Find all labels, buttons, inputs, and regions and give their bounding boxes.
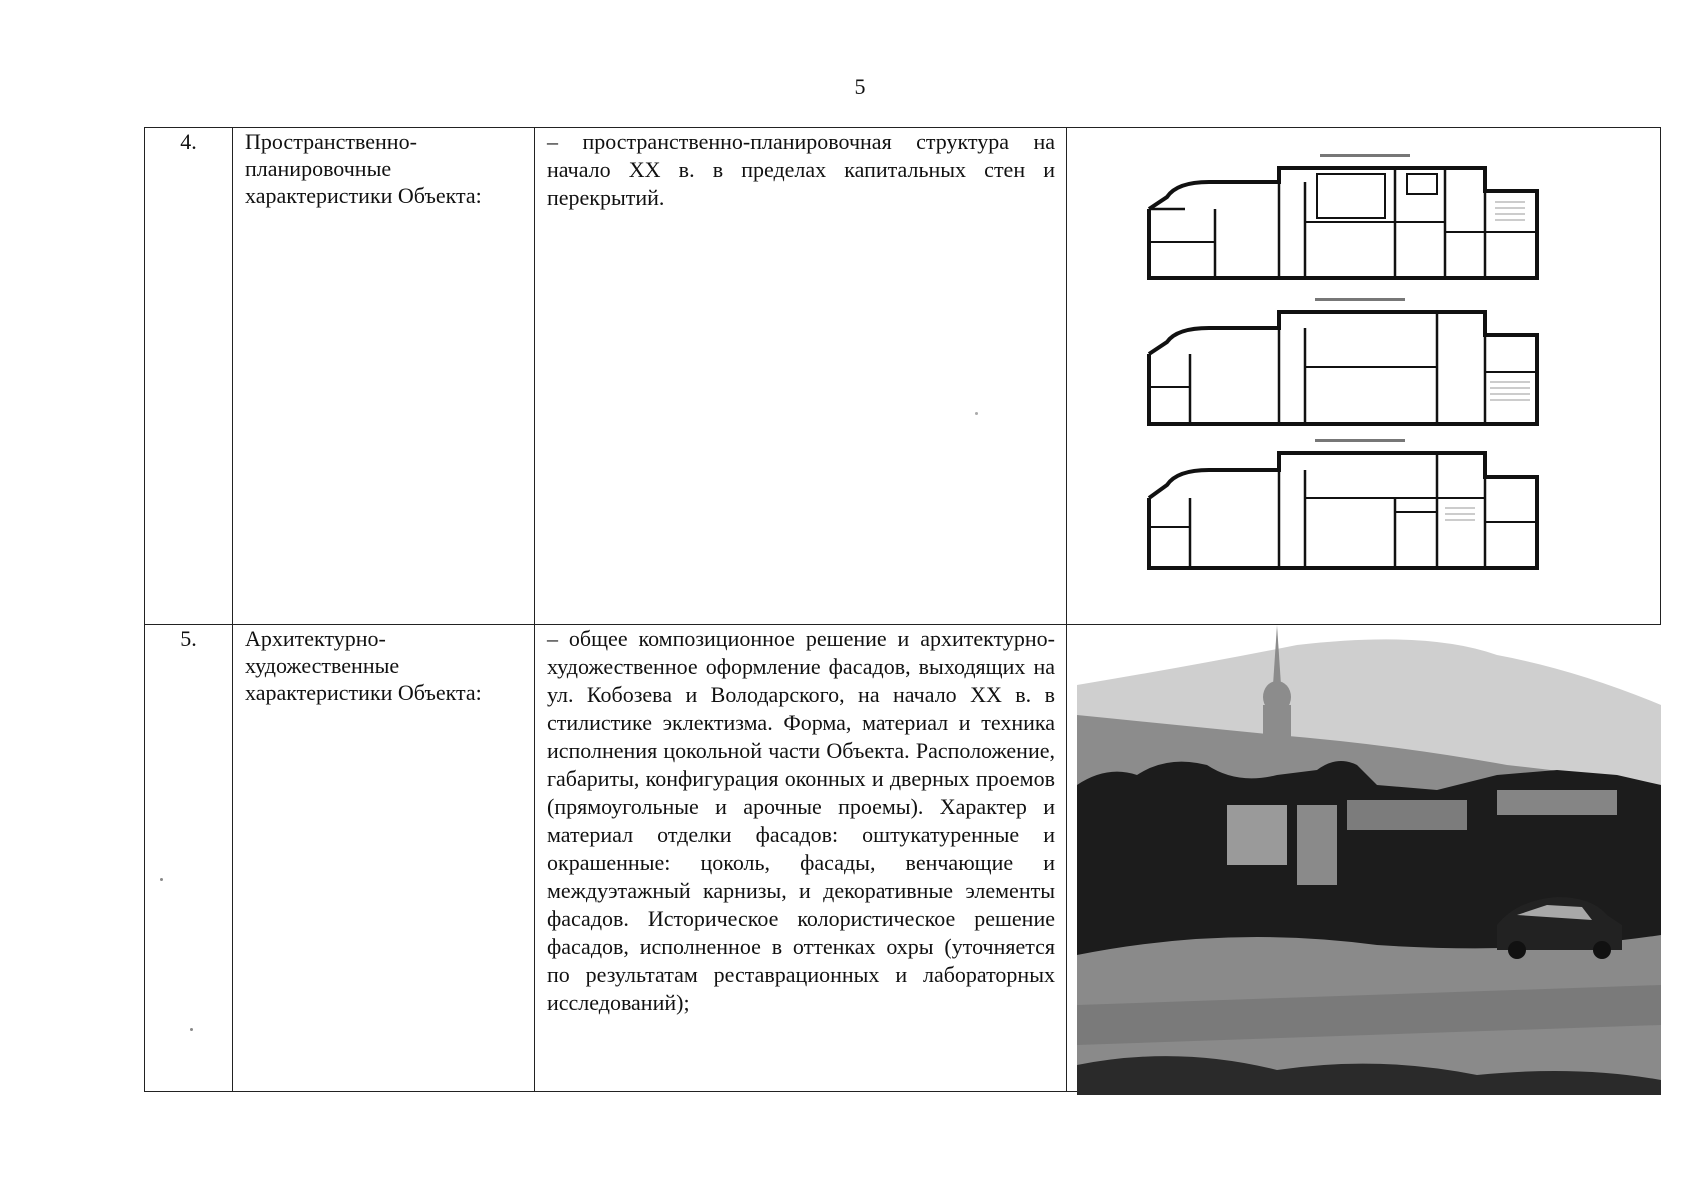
floor-plan-first bbox=[1149, 312, 1537, 424]
scan-artifact bbox=[190, 1028, 193, 1031]
characteristics-table bbox=[144, 127, 1661, 1092]
facade-photo-image bbox=[1077, 625, 1661, 1095]
characteristic-description: – пространственно-планировочная структура на начало ХХ в. в пределах капитальных стен и перекрытий. bbox=[535, 128, 1067, 625]
table-row bbox=[145, 625, 1661, 1092]
characteristic-description: – общее композиционное решение и архитектурно-художественное оформление фасадов, выходящих на ул. Кобозева и Володарского, на начало ХХ в. в стилистике эклектизма. Форма, материал и техника исполнения цокольной части Объекта. Расположение, габариты, конфигурация оконных и дверных проемов (прямоугольные и арочные проемы). Характер и материал отделки фасадов: оштукатуренные и окрашенные: цоколь, фасады, венчающие и междуэтажный карнизы, и декоративные элементы фасадов. Историческое колористическое решение фасадов, исполненное в оттенках охры (уточняется по результатам реставрационных и лабораторных исследований); bbox=[535, 625, 1067, 1092]
page-number: 5 bbox=[854, 74, 866, 99]
row-number: 4. bbox=[145, 128, 233, 625]
scan-artifact bbox=[160, 878, 163, 881]
row-number: 5. bbox=[145, 625, 233, 1092]
scan-artifact bbox=[975, 412, 978, 415]
characteristic-name: Архитектурно-художественные характеристики Объекта: bbox=[233, 625, 535, 1092]
facade-photo-cell bbox=[1067, 625, 1661, 1092]
floor-plan-second bbox=[1149, 453, 1537, 568]
characteristic-name: Пространственно-планировочные характеристики Объекта: bbox=[233, 128, 535, 625]
table-row bbox=[145, 128, 1661, 625]
floor-plan-basement bbox=[1149, 168, 1537, 278]
floor-plans-image bbox=[1145, 142, 1585, 612]
floor-plans-cell bbox=[1067, 128, 1661, 625]
